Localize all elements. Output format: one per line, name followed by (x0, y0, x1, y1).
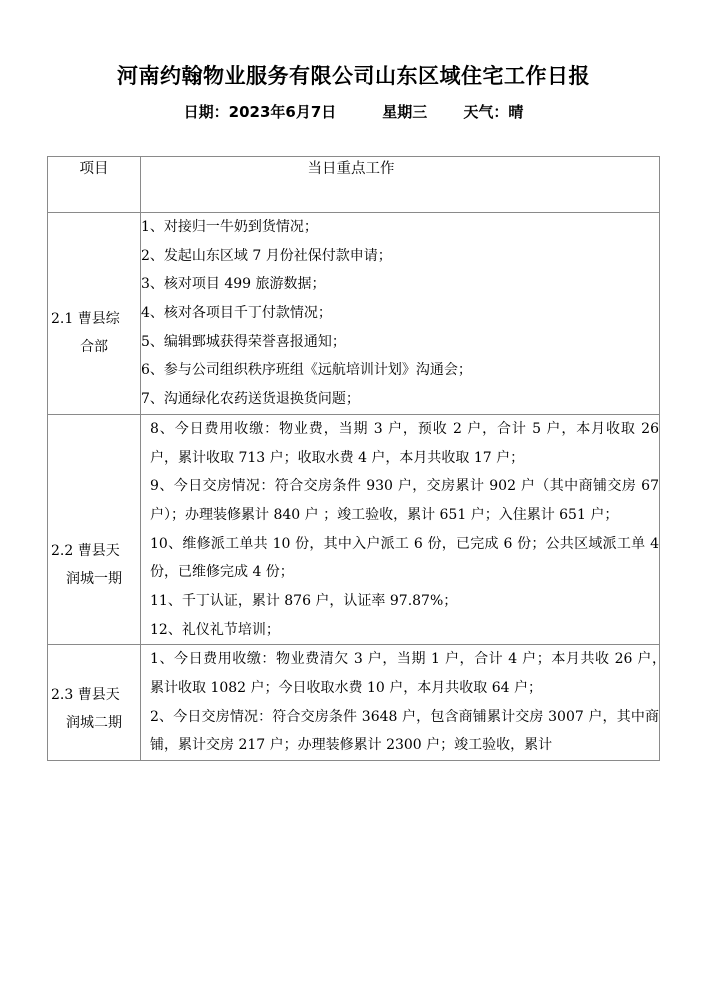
work-item: 8、今日费用收缴：物业费，当期 3 户，预收 2 户，合计 5 户，本月收取 26 户，累计收取 713 户；收取水费 4 户，本月共收取 17 户； (150, 420, 659, 466)
work-item: 3、核对项目 499 旅游数据； (141, 276, 326, 293)
project-label-line-2: 润城一期 (66, 570, 122, 587)
work-item: 1、对接归一牛奶到货情况； (141, 219, 318, 235)
project-label (48, 537, 140, 593)
project-label-line-2: 合部 (80, 339, 108, 355)
work-content-cell (141, 414, 660, 645)
report-date: 日期：2023年6月7日 (183, 103, 337, 122)
work-item: 5、编辑鄄城获得荣誉喜报通知； (141, 333, 346, 350)
work-item: 12、礼仪礼节培训； (150, 621, 280, 638)
page-title: 河南约翰物业服务有限公司山东区域住宅工作日报 (117, 64, 590, 88)
report-weather: 天气：晴 (463, 103, 524, 122)
work-content-cell (141, 213, 660, 415)
project-label-cell (48, 414, 141, 645)
column-header-project: 项目 (48, 157, 141, 213)
work-item: 1、今日费用收缴：物业费清欠 3 户，当期 1 户，合计 4 户；本月共收 26 户， 累计收取 1082 户；今日收取水费 10 户，本月共收取 64 户； (150, 651, 673, 696)
work-item: 6、参与公司组织秩序班组《远航培训计划》沟通会； (141, 362, 472, 379)
column-header-work (141, 157, 660, 213)
work-item: 9、今日交房情况：符合交房条件 930 户，交房累计 902 户（其中商铺交房 67 户）；办理装修累计 840 户 ；竣工验收，累计 651 户；入住累计 651 户； (150, 478, 659, 523)
document-header (0, 0, 707, 123)
work-item: 7、沟通绿化农药送货退换货问题； (141, 391, 360, 408)
table-row (48, 213, 660, 415)
daily-report-table (47, 156, 673, 761)
project-label (48, 681, 140, 737)
work-item: 2、发起山东区域 7 月份社保付款申请； (141, 247, 392, 264)
document-meta-line (0, 103, 707, 123)
project-label-line-1: 2.1 曹县综 (51, 311, 120, 327)
table-header-row (48, 157, 660, 213)
work-item: 11、千丁认证，累计 876 户，认证率 97.87%； (150, 592, 458, 609)
work-item: 4、核对各项目千丁付款情况； (141, 305, 332, 322)
project-label-cell (48, 213, 141, 415)
work-item: 2、今日交房情况：符合交房条件 3648 户，包含商铺累计交房 3007 户，其中商铺，累计交房 217 户；办理装修累计 2300 户；竣工验收，累计 (150, 708, 659, 754)
project-label-cell (48, 645, 141, 761)
work-content-cell (141, 645, 673, 761)
work-item: 10、维修派工单共 10 份，其中入户派工 6 份，已完成 6 份；公共区域派工单 4 份，已维修完成 4 份； (150, 535, 659, 581)
table-row (48, 414, 660, 645)
table-row (48, 645, 660, 761)
project-label-line-1: 2.2 曹县天 (51, 542, 120, 559)
column-header-work-label: 当日重点工作 (307, 161, 395, 177)
project-label-line-2: 润城二期 (66, 715, 122, 732)
project-label (48, 305, 140, 361)
report-weekday: 星期三 (382, 103, 428, 122)
project-label-line-1: 2.3 曹县天 (51, 687, 120, 704)
